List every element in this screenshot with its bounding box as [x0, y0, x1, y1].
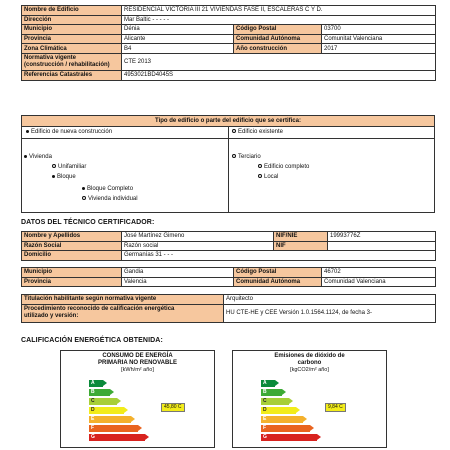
value: RESIDENCIAL VICTORIA III 21 VIVIENDAS FASE II, ESCALERAS C Y D. [122, 6, 436, 16]
normativa-label-2: (construcción / rehabilitación) [24, 61, 110, 68]
row-municipio [22, 25, 436, 35]
rating-bar-b: B [261, 389, 282, 396]
chart-title-1: Emisiones de dióxido de [274, 353, 345, 359]
row-procedimiento [22, 304, 436, 322]
row-nombre [22, 232, 436, 242]
row-domicilio [22, 251, 436, 261]
row-normativa [22, 53, 436, 70]
option-local[interactable] [258, 174, 278, 181]
label: Dirección [22, 15, 122, 25]
option-label: Bloque Completo [87, 186, 134, 192]
radio-empty-icon [258, 164, 262, 168]
label: Municipio [22, 268, 122, 278]
radio-empty-icon [232, 154, 236, 158]
option-label: Vivienda individual [88, 196, 138, 202]
option-label: Unifamiliar [58, 164, 87, 170]
tipo-divider-v [228, 126, 229, 212]
value: Comunidad Valenciana [322, 277, 436, 287]
option-label: Edificio existente [238, 129, 284, 135]
row-direccion [22, 15, 436, 25]
normativa-label-1: Normativa vigente [24, 54, 77, 61]
rating-bar-g: G [261, 434, 317, 441]
rating-bar-e: E [261, 416, 303, 423]
row-catastro [22, 70, 436, 80]
tecnico-table [21, 231, 436, 261]
option-edificio-existente[interactable] [232, 129, 283, 136]
rating-bar-a: A [261, 380, 275, 387]
value: José Martínez Gimeno [122, 232, 274, 242]
row-zona [22, 44, 436, 54]
chart-consumo [60, 350, 215, 448]
label: NIF [274, 241, 328, 251]
chart-title-1: CONSUMO DE ENERGÍA [102, 353, 173, 359]
chart-emisiones [232, 350, 387, 448]
option-unifamiliar[interactable] [52, 164, 86, 171]
radio-filled-icon [24, 155, 27, 158]
value [328, 241, 436, 251]
rating-bar-c: C [261, 398, 289, 405]
row-provincia [22, 34, 436, 44]
option-vivienda-individual[interactable] [82, 196, 138, 203]
label: Domicilio [22, 251, 122, 261]
option-label: Bloque [57, 174, 76, 180]
option-label: Terciario [238, 154, 261, 160]
option-label: Vivienda [29, 154, 52, 160]
rating-bar-d: D [89, 407, 124, 414]
rating-bar-f: F [89, 425, 138, 432]
rating-value-tag: 45,80 C [161, 403, 185, 412]
option-terciario[interactable] [232, 154, 261, 161]
rating-bar-d: D [261, 407, 296, 414]
row-nombre-edificio [22, 6, 436, 16]
option-vivienda[interactable] [24, 154, 52, 161]
value: 4953021BD4045S [122, 70, 436, 80]
value: HU CTE-HE y CEE Versión 1.0.1564.1124, de fecha 3- [224, 304, 436, 322]
section-calificacion-title: CALIFICACIÓN ENERGÉTICA OBTENIDA: [21, 337, 163, 344]
value: 46702 [322, 268, 436, 278]
radio-filled-icon [82, 187, 85, 190]
row-provincia-tecnico [22, 277, 436, 287]
label [22, 53, 122, 70]
value: B4 [122, 44, 234, 54]
value: Gandia [122, 268, 234, 278]
label: Referencias Catastrales [22, 70, 122, 80]
value: Comunitat Valenciana [322, 34, 436, 44]
value: Razón social [122, 241, 274, 251]
proc-label-1: Procedimiento reconocido de calificación energética [24, 306, 175, 313]
label: Razón Social [22, 241, 122, 251]
tipo-edificio-box [21, 115, 435, 213]
label: Municipio [22, 25, 122, 35]
label: Titulación habilitante según normativa vigente [22, 295, 224, 305]
option-bloque-completo[interactable] [82, 186, 133, 193]
rating-value-tag: 9,84 C [325, 403, 346, 412]
row-razon [22, 241, 436, 251]
building-table [21, 5, 436, 81]
rating-bar-f: F [261, 425, 310, 432]
value: Germanías 31 - - - [122, 251, 436, 261]
radio-empty-icon [82, 196, 86, 200]
value: Mar Baltic - - - - - [122, 15, 436, 25]
option-label: Local [264, 174, 279, 180]
tecnico-table-2 [21, 267, 436, 287]
option-edificio-completo[interactable] [258, 164, 309, 171]
proc-label-2: utilizado y versión: [24, 313, 79, 320]
label: Código Postal [234, 268, 322, 278]
chart-title-2: PRIMARIA NO RENOVABLE [97, 360, 177, 366]
radio-filled-icon [26, 130, 29, 133]
rating-bar-b: B [89, 389, 110, 396]
label: Provincia [22, 34, 122, 44]
label: Comunidad Autónoma [234, 34, 322, 44]
label: NIF/NIE [274, 232, 328, 242]
option-label: Edificio completo [264, 164, 310, 170]
label: Nombre de Edificio [22, 6, 122, 16]
value: Alicante [122, 34, 234, 44]
radio-empty-icon [258, 174, 262, 178]
chart-bars [61, 351, 214, 447]
label: Código Postal [234, 25, 322, 35]
radio-empty-icon [232, 129, 236, 133]
option-bloque[interactable] [52, 174, 76, 181]
value: 03700 [322, 25, 436, 35]
label: Año construcción [234, 44, 322, 54]
rating-bar-c: C [89, 398, 117, 405]
chart-unit: [kWh/m² año] [121, 367, 154, 373]
chart-bars [233, 351, 386, 447]
value: Dénia [122, 25, 234, 35]
label [22, 304, 224, 322]
row-titulacion [22, 295, 436, 305]
value: Valencia [122, 277, 234, 287]
tipo-header: Tipo de edificio o parte del edificio que se certifica: [22, 116, 434, 127]
option-label: Edificio de nueva construcción [31, 129, 113, 135]
label: Comunidad Autónoma [234, 277, 322, 287]
tecnico-table-3 [21, 294, 436, 323]
option-nueva-construccion[interactable] [26, 129, 112, 136]
radio-empty-icon [52, 164, 56, 168]
value: 2017 [322, 44, 436, 54]
value: CTE 2013 [122, 53, 436, 70]
radio-filled-icon [52, 175, 55, 178]
label: Provincia [22, 277, 122, 287]
row-municipio-tecnico [22, 268, 436, 278]
label: Zona Climática [22, 44, 122, 54]
rating-bar-g: G [89, 434, 145, 441]
rating-bar-e: E [89, 416, 131, 423]
section-tecnico-title: DATOS DEL TÉCNICO CERTIFICADOR: [21, 219, 155, 226]
value: 19993776Z [328, 232, 436, 242]
label: Nombre y Apellidos [22, 232, 122, 242]
chart-title-2: carbono [297, 360, 322, 366]
value: Arquitecto [224, 295, 436, 305]
chart-unit: [kgCO2/m² año] [290, 367, 329, 373]
rating-bar-a: A [89, 380, 103, 387]
